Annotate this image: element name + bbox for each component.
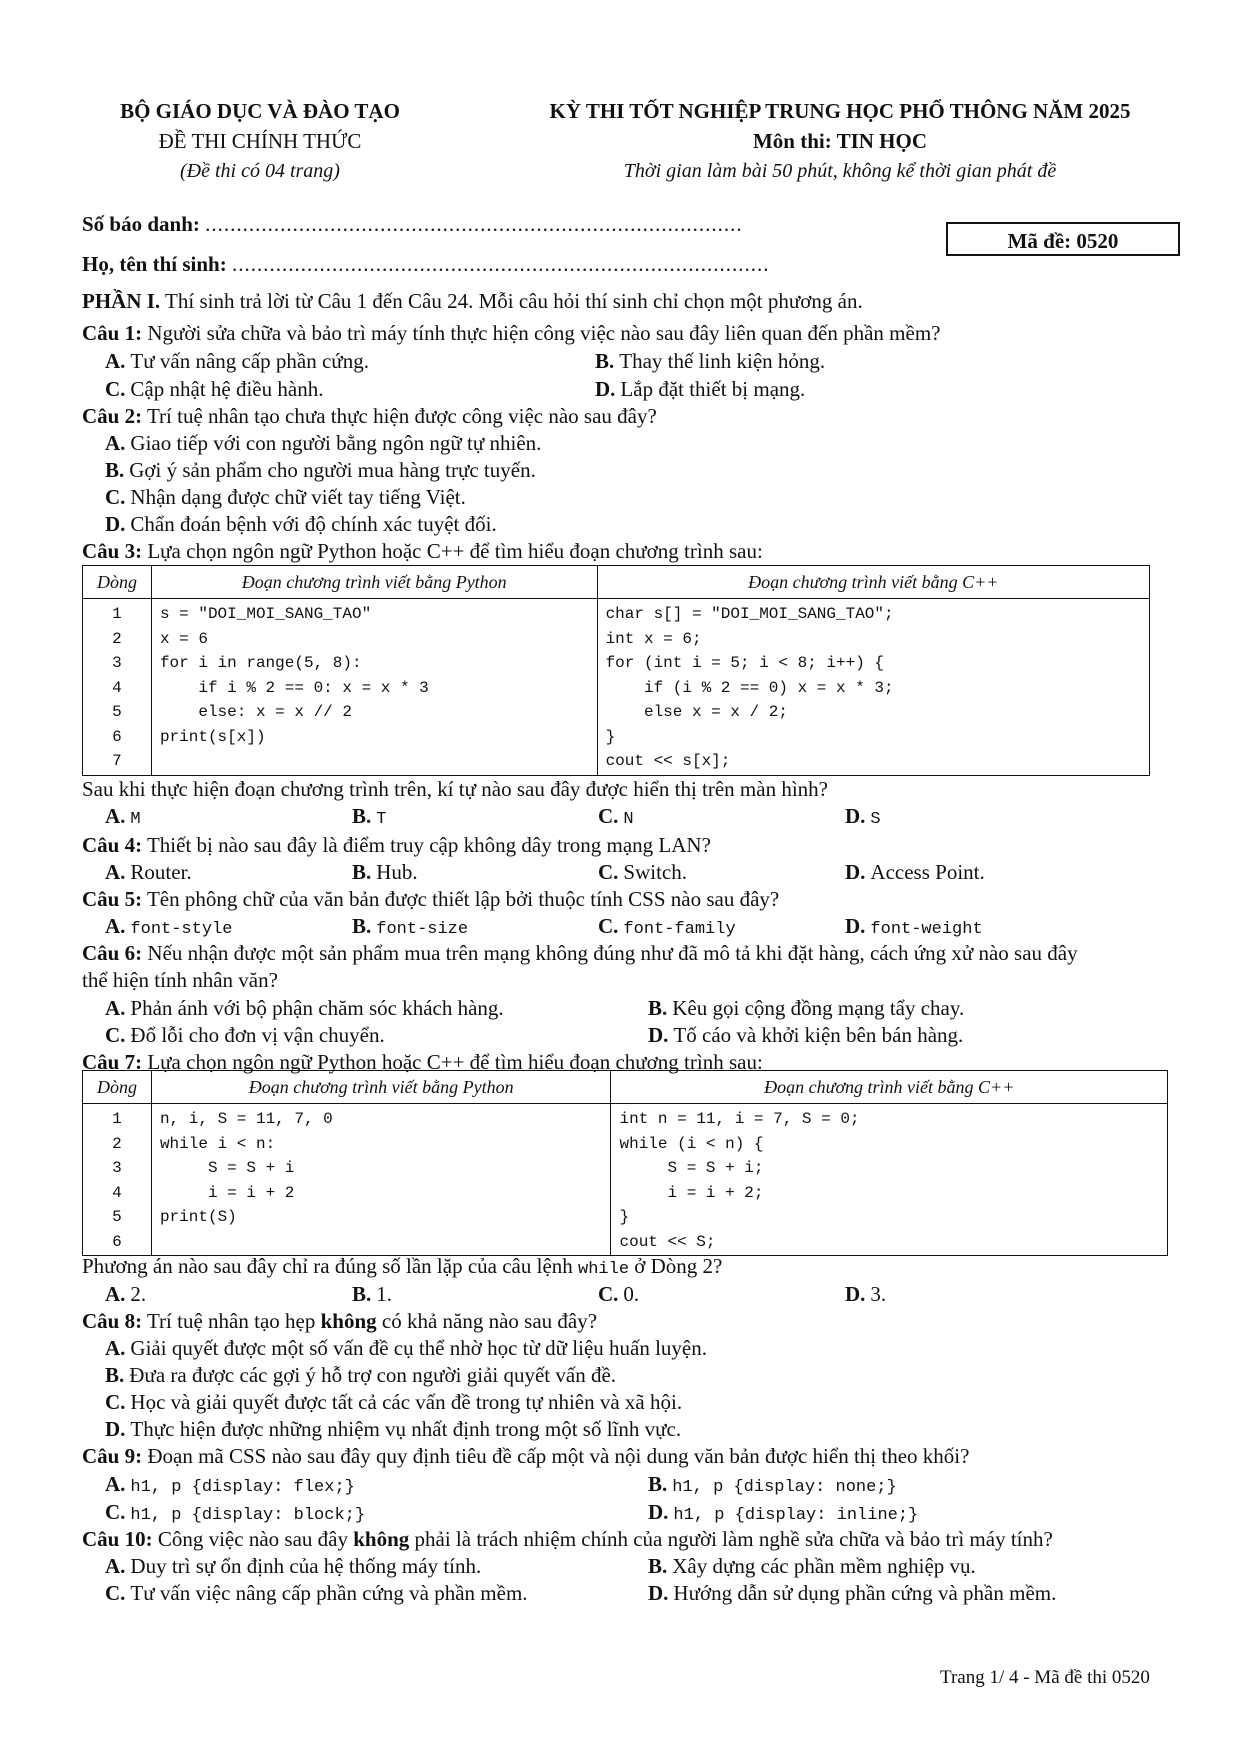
time-note: Thời gian làm bài 50 phút, không kể thời gian phát đề	[623, 160, 1057, 182]
col-header-python: Đoạn chương trình viết bằng Python	[151, 1071, 611, 1104]
q9-option-b[interactable]: B. h1, p {display: none;}	[648, 1472, 897, 1497]
col-header-cpp: Đoạn chương trình viết bằng C++	[611, 1071, 1168, 1104]
col-header-line: Dòng	[83, 566, 152, 599]
q7-option-d[interactable]: D. 3.	[845, 1282, 887, 1306]
q7-option-b[interactable]: B. 1.	[352, 1282, 393, 1306]
line-numbers: 1 2 3 4 5 6 7	[83, 599, 152, 776]
candidate-name-dots: ......................................................................................	[231, 252, 770, 276]
col-header-line: Dòng	[83, 1071, 152, 1104]
candidate-name-label: Họ, tên thí sinh:	[82, 252, 227, 276]
header-left	[60, 96, 460, 186]
question-3: Câu 3: Lựa chọn ngôn ngữ Python hoặc C++ để tìm hiểu đoạn chương trình sau:	[82, 539, 763, 563]
q4-option-b[interactable]: B. Hub.	[352, 860, 418, 884]
q7-option-a[interactable]: A. 2.	[105, 1282, 147, 1306]
q5-option-d[interactable]: D. font-weight	[845, 914, 983, 939]
question-6-cont: thể hiện tính nhân văn?	[82, 968, 278, 992]
q2-option-d[interactable]: D. Chẩn đoán bệnh với độ chính xác tuyệt đối.	[105, 512, 497, 536]
q9-option-c[interactable]: C. h1, p {display: block;}	[105, 1500, 366, 1525]
q1-option-c[interactable]: C. Cập nhật hệ điều hành.	[105, 377, 324, 401]
candidate-id-dots: ......................................................................................	[205, 212, 743, 236]
exam-title: KỲ THI TỐT NGHIỆP TRUNG HỌC PHỔ THÔNG NĂM 2025	[549, 99, 1131, 123]
subject: Môn thi: TIN HỌC	[752, 129, 928, 153]
q8-option-c[interactable]: C. Học và giải quyết được tất cả các vấn đề trong tự nhiên và xã hội.	[105, 1390, 683, 1414]
q3-option-c[interactable]: C. N	[598, 804, 634, 829]
q7-option-c[interactable]: C. 0.	[598, 1282, 640, 1306]
question-8: Câu 8: Trí tuệ nhân tạo hẹp không có khả năng nào sau đây?	[82, 1309, 598, 1333]
candidate-id-label: Số báo danh:	[82, 212, 200, 236]
q2-option-c[interactable]: C. Nhận dạng được chữ viết tay tiếng Việt.	[105, 485, 466, 509]
cpp-code: int n = 11, i = 7, S = 0; while (i < n) { S = S + i; i = i + 2; } cout << S;	[611, 1104, 1168, 1256]
question-4: Câu 4: Thiết bị nào sau đây là điểm truy cập không dây trong mạng LAN?	[82, 833, 711, 857]
q5-option-b[interactable]: B. font-size	[352, 914, 469, 939]
candidate-name-field[interactable]	[82, 252, 769, 277]
candidate-id-field[interactable]	[82, 212, 743, 237]
col-header-cpp: Đoạn chương trình viết bằng C++	[597, 566, 1149, 599]
ministry-name: BỘ GIÁO DỤC VÀ ĐÀO TẠO	[120, 99, 400, 123]
q6-option-c[interactable]: C. Đổ lỗi cho đơn vị vận chuyển.	[105, 1023, 385, 1047]
q10-option-b[interactable]: B. Xây dựng các phần mềm nghiệp vụ.	[648, 1554, 976, 1578]
q8-option-b[interactable]: B. Đưa ra được các gợi ý hỗ trợ con người giải quyết vấn đề.	[105, 1363, 617, 1387]
q6-option-a[interactable]: A. Phản ánh với bộ phận chăm sóc khách hàng.	[105, 996, 504, 1020]
q9-option-a[interactable]: A. h1, p {display: flex;}	[105, 1472, 355, 1497]
question-2: Câu 2: Trí tuệ nhân tạo chưa thực hiện được công việc nào sau đây?	[82, 404, 657, 428]
question-9: Câu 9: Đoạn mã CSS nào sau đây quy định tiêu đề cấp một và nội dung văn bản được hiển thị theo khối?	[82, 1444, 970, 1468]
q2-option-b[interactable]: B. Gợi ý sản phẩm cho người mua hàng trực tuyến.	[105, 458, 536, 482]
q8-option-d[interactable]: D. Thực hiện được những nhiệm vụ nhất định trong một số lĩnh vực.	[105, 1417, 682, 1441]
q9-option-d[interactable]: D. h1, p {display: inline;}	[648, 1500, 919, 1525]
q10-option-a[interactable]: A. Duy trì sự ổn định của hệ thống máy tính.	[105, 1554, 482, 1578]
python-code: s = "DOI_MOI_SANG_TAO" x = 6 for i in range(5, 8): if i % 2 == 0: x = x * 3 else: x = x // 2 print(s[x])	[151, 599, 597, 776]
exam-code-box: Mã đề: 0520	[946, 222, 1180, 256]
question-1: Câu 1: Người sửa chữa và bảo trì máy tính thực hiện công việc nào sau đây liên quan đến phần mềm?	[82, 321, 941, 345]
question-7: Câu 7: Lựa chọn ngôn ngữ Python hoặc C++ để tìm hiểu đoạn chương trình sau:	[82, 1050, 763, 1074]
q1-option-b[interactable]: B. Thay thế linh kiện hỏng.	[595, 349, 826, 373]
q8-option-a[interactable]: A. Giải quyết được một số vấn đề cụ thể nhờ học từ dữ liệu huấn luyện.	[105, 1336, 707, 1360]
q2-option-a[interactable]: A. Giao tiếp với con người bằng ngôn ngữ tự nhiên.	[105, 431, 542, 455]
q10-option-c[interactable]: C. Tư vấn việc nâng cấp phần cứng và phần mềm.	[105, 1581, 528, 1605]
question-3-prompt: Sau khi thực hiện đoạn chương trình trên, kí tự nào sau đây được hiển thị trên màn hình?	[82, 777, 828, 801]
line-numbers: 1 2 3 4 5 6	[83, 1104, 152, 1256]
q3-option-b[interactable]: B. T	[352, 804, 387, 829]
q1-option-d[interactable]: D. Lắp đặt thiết bị mạng.	[595, 377, 806, 401]
pages-note: (Đề thi có 04 trang)	[180, 160, 340, 182]
question-5: Câu 5: Tên phông chữ của văn bản được thiết lập bởi thuộc tính CSS nào sau đây?	[82, 887, 780, 911]
q5-option-c[interactable]: C. font-family	[598, 914, 736, 939]
code-table-q7	[82, 1070, 1168, 1256]
q3-option-a[interactable]: A. M	[105, 804, 141, 829]
q1-option-a[interactable]: A. Tư vấn nâng cấp phần cứng.	[105, 349, 369, 373]
q4-option-d[interactable]: D. Access Point.	[845, 860, 985, 884]
code-table-q3	[82, 565, 1150, 776]
question-10: Câu 10: Công việc nào sau đây không phải là trách nhiệm chính của người làm nghề sửa chữa và bảo trì máy tính?	[82, 1527, 1053, 1551]
q3-option-d[interactable]: D. S	[845, 804, 881, 829]
q6-option-d[interactable]: D. Tố cáo và khởi kiện bên bán hàng.	[648, 1023, 964, 1047]
cpp-code: char s[] = "DOI_MOI_SANG_TAO"; int x = 6; for (int i = 5; i < 8; i++) { if (i % 2 == 0) x = x * 3; else x = x / 2; } cout << s[x];	[597, 599, 1149, 776]
official-label: ĐỀ THI CHÍNH THỨC	[158, 129, 362, 153]
q4-option-c[interactable]: C. Switch.	[598, 860, 688, 884]
q10-option-d[interactable]: D. Hướng dẫn sử dụng phần cứng và phần mềm.	[648, 1581, 1057, 1605]
header-right	[490, 96, 1190, 186]
part1-instruction: PHẦN I. Thí sinh trả lời từ Câu 1 đến Câu 24. Mỗi câu hỏi thí sinh chỉ chọn một phương án.	[82, 289, 863, 313]
q5-option-a[interactable]: A. font-style	[105, 914, 233, 939]
q6-option-b[interactable]: B. Kêu gọi cộng đồng mạng tẩy chay.	[648, 996, 965, 1020]
page-footer: Trang 1/ 4 - Mã đề thi 0520	[940, 1667, 1150, 1688]
q4-option-a[interactable]: A. Router.	[105, 860, 192, 884]
python-code: n, i, S = 11, 7, 0 while i < n: S = S + i i = i + 2 print(S)	[151, 1104, 611, 1256]
question-6: Câu 6: Nếu nhận được một sản phẩm mua trên mạng không đúng như đã mô tả khi đặt hàng, cách ứng xử nào sau đây	[82, 941, 1078, 965]
question-7-prompt: Phương án nào sau đây chỉ ra đúng số lần lặp của câu lệnh while ở Dòng 2?	[82, 1254, 723, 1279]
col-header-python: Đoạn chương trình viết bằng Python	[151, 566, 597, 599]
